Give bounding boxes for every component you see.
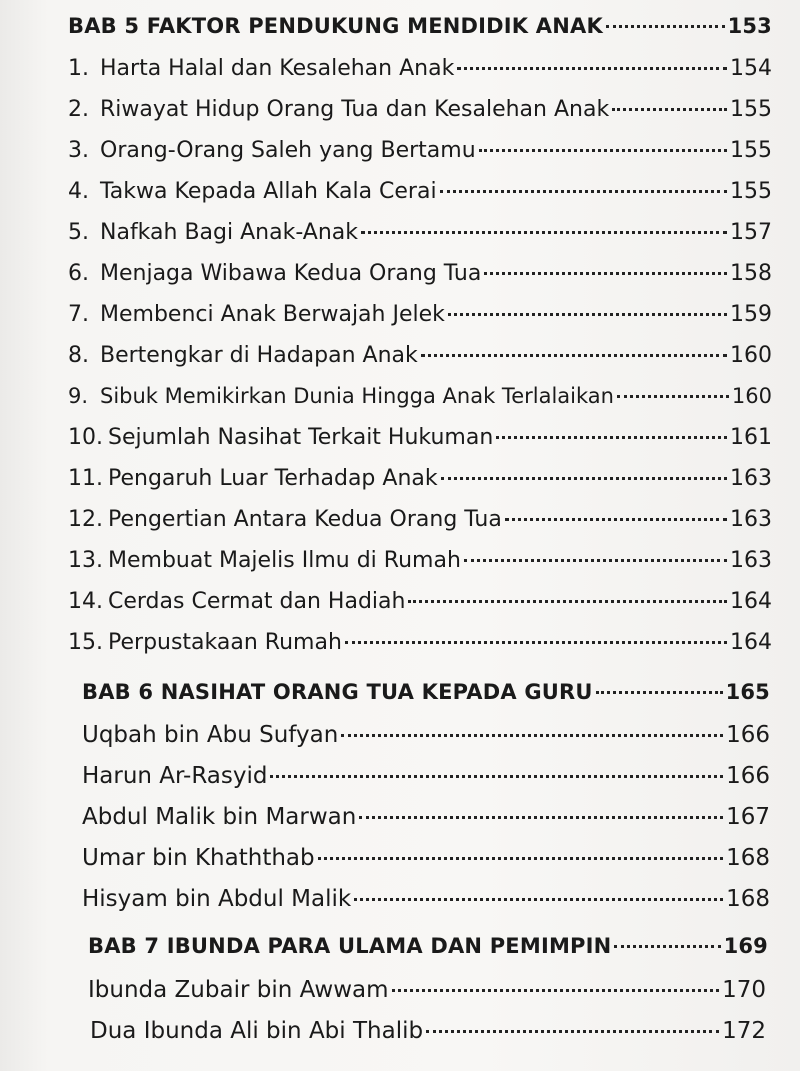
entry-label: Orang-Orang Saleh yang Bertamu xyxy=(100,138,476,163)
toc-entry xyxy=(82,845,770,871)
page-number: 168 xyxy=(726,845,770,871)
toc-entry xyxy=(68,630,772,655)
entry-label: Umar bin Khaththab xyxy=(82,845,315,871)
toc-entry xyxy=(68,384,772,408)
page-number: 155 xyxy=(730,179,772,204)
toc-entry xyxy=(68,261,772,286)
entry-number: 14. xyxy=(68,589,103,614)
entry-label: Harta Halal dan Kesalehan Anak xyxy=(100,56,455,81)
dot-leader xyxy=(448,313,727,316)
dot-leader xyxy=(421,354,727,357)
dot-leader xyxy=(441,477,727,480)
page-number: 164 xyxy=(730,630,772,655)
page-number: 166 xyxy=(726,763,770,789)
toc-entry xyxy=(68,179,772,204)
toc-entry xyxy=(68,56,772,81)
page-number: 163 xyxy=(730,548,772,573)
entry-number: 6. xyxy=(68,261,89,286)
page-number: 160 xyxy=(730,343,772,368)
page-number: 155 xyxy=(730,138,772,163)
toc-entry xyxy=(68,466,772,491)
page-number: 153 xyxy=(727,14,772,38)
page-number: 157 xyxy=(730,220,772,245)
page-number: 163 xyxy=(730,507,772,532)
page-number: 169 xyxy=(723,934,768,958)
entry-label: Sejumlah Nasihat Terkait Hukuman xyxy=(108,425,494,450)
section-title: BAB 5 FAKTOR PENDUKUNG MENDIDIK ANAK xyxy=(68,14,603,38)
toc-entry xyxy=(88,977,766,1003)
dot-leader xyxy=(426,1030,719,1033)
page-number: 161 xyxy=(730,425,772,450)
entry-label: Nafkah Bagi Anak-Anak xyxy=(100,220,358,245)
page-number: 160 xyxy=(731,384,772,408)
entry-number: 9. xyxy=(68,384,89,408)
page-number: 163 xyxy=(730,466,772,491)
entry-label: Bertengkar di Hadapan Anak xyxy=(100,343,418,368)
section-title: BAB 7 IBUNDA PARA ULAMA DAN PEMIMPIN xyxy=(88,934,612,958)
page-number: 154 xyxy=(730,56,772,81)
entry-label: Uqbah bin Abu Sufyan xyxy=(82,722,339,748)
entry-label: Sibuk Memikirkan Dunia Hingga Anak Terlalaikan xyxy=(100,384,614,408)
toc-entry xyxy=(68,589,772,614)
entry-number: 4. xyxy=(68,179,89,204)
entry-label: Dua Ibunda Ali bin Abi Thalib xyxy=(90,1018,424,1044)
page-number: 159 xyxy=(730,302,772,327)
toc-entry xyxy=(68,507,772,532)
toc-entry xyxy=(82,722,770,748)
entry-number: 10. xyxy=(68,425,103,450)
dot-leader xyxy=(354,898,723,901)
dot-leader xyxy=(440,190,727,193)
toc-entry xyxy=(68,138,772,163)
entry-number: 8. xyxy=(68,343,89,368)
entry-label: Membenci Anak Berwajah Jelek xyxy=(100,302,445,327)
entry-label: Harun Ar-Rasyid xyxy=(82,763,268,789)
dot-leader xyxy=(617,395,729,398)
entry-label: Cerdas Cermat dan Hadiah xyxy=(108,589,406,614)
entry-number: 12. xyxy=(68,507,103,532)
toc-entry xyxy=(68,548,772,573)
page-number: 168 xyxy=(726,886,770,912)
page-number: 164 xyxy=(730,589,772,614)
dot-leader xyxy=(318,857,723,860)
entry-label: Pengaruh Luar Terhadap Anak xyxy=(108,466,438,491)
page-number: 166 xyxy=(726,722,770,748)
entry-label: Ibunda Zubair bin Awwam xyxy=(88,977,389,1003)
toc-entry xyxy=(82,804,770,830)
dot-leader xyxy=(392,989,720,992)
toc-entry xyxy=(68,302,772,327)
toc-entry xyxy=(90,1018,766,1044)
dot-leader xyxy=(479,149,727,152)
page-number: 155 xyxy=(730,97,772,122)
page-number: 158 xyxy=(730,261,772,286)
entry-label: Abdul Malik bin Marwan xyxy=(82,804,357,830)
section-title: BAB 6 NASIHAT ORANG TUA KEPADA GURU xyxy=(82,680,593,704)
section-heading-bab-7 xyxy=(88,934,768,958)
section-heading-bab-6 xyxy=(82,680,770,704)
toc-entry xyxy=(82,763,770,789)
page-number: 172 xyxy=(722,1018,766,1044)
toc-entry xyxy=(82,886,770,912)
entry-label: Riwayat Hidup Orang Tua dan Kesalehan Anak xyxy=(100,97,610,122)
dot-leader xyxy=(270,775,723,778)
toc-entry xyxy=(68,343,772,368)
toc-entry xyxy=(68,425,772,450)
entry-number: 5. xyxy=(68,220,89,245)
dot-leader xyxy=(361,231,727,234)
entry-label: Menjaga Wibawa Kedua Orang Tua xyxy=(100,261,482,286)
entry-number: 15. xyxy=(68,630,103,655)
dot-leader xyxy=(606,25,725,28)
entry-number: 3. xyxy=(68,138,89,163)
dot-leader xyxy=(341,734,723,737)
dot-leader xyxy=(408,600,727,603)
entry-label: Pengertian Antara Kedua Orang Tua xyxy=(108,507,502,532)
page-number: 167 xyxy=(726,804,770,830)
section-heading-bab-5 xyxy=(68,14,772,38)
entry-label: Membuat Majelis Ilmu di Rumah xyxy=(108,548,461,573)
page-number: 170 xyxy=(722,977,766,1003)
dot-leader xyxy=(612,108,727,111)
dot-leader xyxy=(457,67,727,70)
dot-leader xyxy=(614,945,720,948)
toc-entry xyxy=(68,220,772,245)
entry-number: 13. xyxy=(68,548,103,573)
entry-label: Takwa Kepada Allah Kala Cerai xyxy=(100,179,437,204)
entry-number: 2. xyxy=(68,97,89,122)
dot-leader xyxy=(345,641,727,644)
dot-leader xyxy=(596,691,723,694)
entry-label: Perpustakaan Rumah xyxy=(108,630,342,655)
dot-leader xyxy=(496,436,727,439)
toc-entry xyxy=(68,97,772,122)
page-number: 165 xyxy=(725,680,770,704)
dot-leader xyxy=(505,518,727,521)
entry-number: 1. xyxy=(68,56,89,81)
dot-leader xyxy=(464,559,727,562)
entry-number: 7. xyxy=(68,302,89,327)
entry-label: Hisyam bin Abdul Malik xyxy=(82,886,352,912)
entry-number: 11. xyxy=(68,466,103,491)
dot-leader xyxy=(484,272,727,275)
dot-leader xyxy=(359,816,723,819)
